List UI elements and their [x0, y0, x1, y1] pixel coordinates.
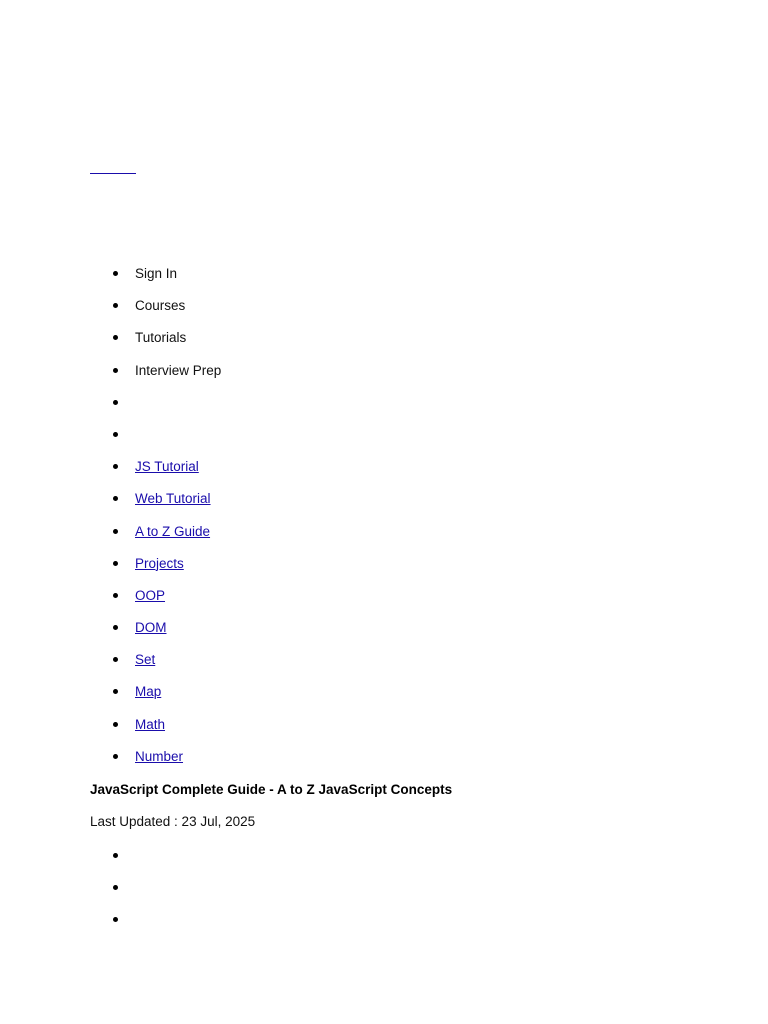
bullet-icon [113, 400, 118, 405]
nav-item-math[interactable] [0, 709, 768, 741]
projects-link[interactable]: Projects [135, 555, 184, 571]
nav-item-courses[interactable] [0, 290, 768, 322]
bullet-icon [113, 625, 118, 630]
tutorials-link[interactable]: Tutorials [135, 330, 187, 346]
last-updated-text: Last Updated : 23 Jul, 2025 [90, 814, 256, 829]
courses-link[interactable]: Courses [135, 298, 186, 314]
map-link[interactable]: Map [135, 684, 162, 700]
share-item[interactable] [0, 872, 768, 904]
bullet-icon [113, 432, 118, 437]
bullet-icon [113, 368, 118, 373]
nav-item-empty [0, 387, 768, 419]
sign-in-link[interactable]: Sign In [135, 266, 178, 281]
share-item[interactable] [0, 840, 768, 872]
nav-item-number[interactable] [0, 741, 768, 773]
nav-item-map[interactable] [0, 676, 768, 708]
math-link[interactable]: Math [135, 716, 166, 732]
nav-item-interview-prep[interactable] [0, 355, 768, 387]
bullet-icon [113, 271, 118, 276]
a-to-z-guide-link[interactable]: A to Z Guide [135, 523, 211, 539]
bullet-icon [113, 754, 118, 759]
logo-link[interactable] [90, 158, 136, 174]
page-title: JavaScript Complete Guide - A to Z JavaScript Concepts [90, 782, 453, 797]
bullet-icon [113, 722, 118, 727]
nav-item-empty [0, 419, 768, 451]
nav-item-dom[interactable] [0, 612, 768, 644]
share-list [0, 840, 768, 937]
bullet-icon [113, 853, 118, 858]
number-link[interactable]: Number [135, 748, 184, 764]
nav-item-set[interactable] [0, 644, 768, 676]
interview-prep-link[interactable]: Interview Prep [135, 362, 222, 378]
js-tutorial-link[interactable]: JS Tutorial [135, 459, 199, 475]
bullet-icon [113, 593, 118, 598]
bullet-icon [113, 303, 118, 308]
bullet-icon [113, 689, 118, 694]
nav-menu [0, 258, 768, 773]
bullet-icon [113, 917, 118, 922]
dom-link[interactable]: DOM [135, 620, 167, 636]
nav-item-web-tutorial[interactable] [0, 483, 768, 515]
bullet-icon [113, 335, 118, 340]
nav-item-sign-in[interactable] [0, 258, 768, 290]
bullet-icon [113, 561, 118, 566]
nav-item-projects[interactable] [0, 548, 768, 580]
web-tutorial-link[interactable]: Web Tutorial [135, 491, 211, 507]
bullet-icon [113, 657, 118, 662]
bullet-icon [113, 464, 118, 469]
nav-item-js-tutorial[interactable] [0, 451, 768, 483]
bullet-icon [113, 529, 118, 534]
bullet-icon [113, 885, 118, 890]
nav-item-oop[interactable] [0, 580, 768, 612]
share-item[interactable] [0, 904, 768, 936]
nav-item-tutorials[interactable] [0, 322, 768, 354]
oop-link[interactable]: OOP [135, 587, 166, 603]
bullet-icon [113, 496, 118, 501]
set-link[interactable]: Set [135, 652, 156, 668]
nav-item-a-to-z-guide[interactable] [0, 516, 768, 548]
